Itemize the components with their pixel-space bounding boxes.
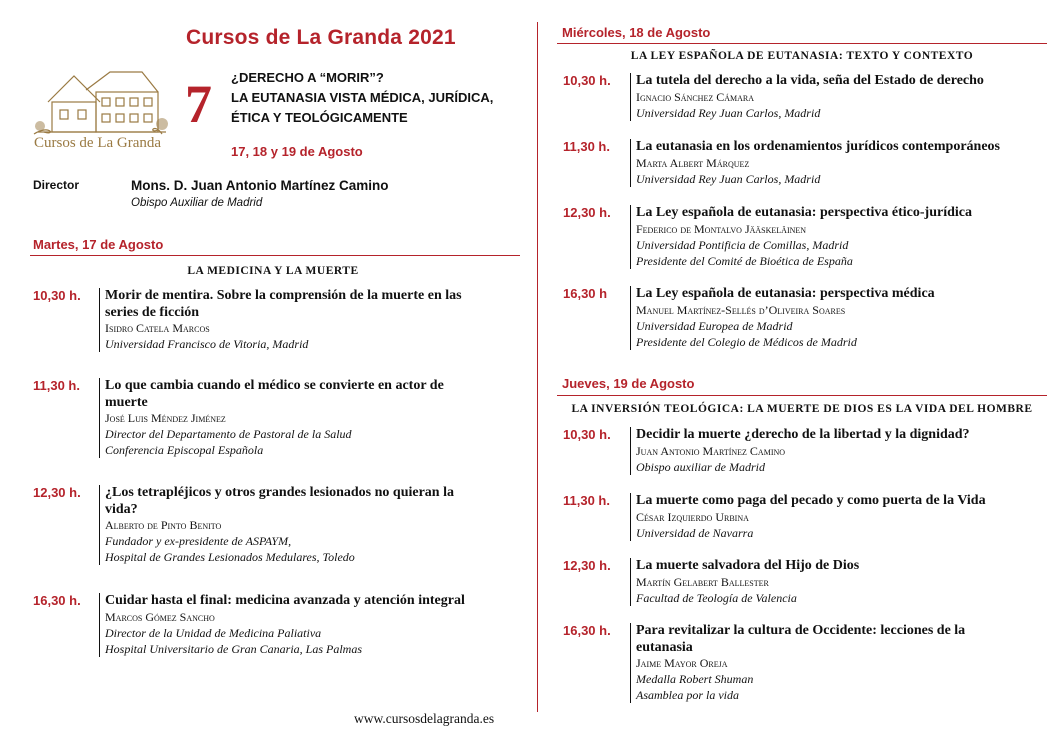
talk-time: 16,30 h. (33, 593, 81, 608)
day-rule (30, 255, 520, 256)
talk-time: 12,30 h. (33, 485, 81, 500)
director-label: Director (33, 178, 80, 192)
talk-time: 12,30 h. (563, 205, 611, 220)
course-number: 7 (185, 74, 212, 134)
talk-time: 10,30 h. (563, 427, 611, 442)
day-theme: LA LEY ESPAÑOLA DE EUTANASIA: TEXTO Y CONTEXTO (630, 50, 974, 62)
column-divider (537, 22, 538, 712)
talk-speaker: Marcos Gómez Sancho (105, 609, 215, 624)
day-theme: LA INVERSIÓN TEOLÓGICA: LA MUERTE DE DIOS ES LA VIDA DEL HOMBRE (571, 403, 1033, 415)
talk-affiliation: Asamblea por la vida (636, 688, 739, 702)
talk-time: 12,30 h. (563, 558, 611, 573)
talk-title-line: Decidir la muerte ¿derecho de la libertad y la dignidad? (636, 427, 970, 442)
talk-time: 11,30 h. (563, 139, 610, 154)
day-rule (557, 43, 1047, 44)
talk-title-line: La eutanasia en los ordenamientos jurídicos contemporáneos (636, 139, 1000, 154)
talk-speaker: Ignacio Sánchez Cámara (636, 89, 755, 104)
talk-title-line: muerte (105, 394, 148, 410)
talk-time: 10,30 h. (563, 73, 611, 88)
talk-speaker: Isidro Catela Marcos (105, 321, 210, 335)
talk-title-line: ¿Los tetrapléjicos y otros grandes lesionados no quieran la (105, 485, 454, 500)
talk-body (630, 623, 1051, 703)
talk-title-line: Lo que cambia cuando el médico se convierte en actor de (105, 378, 444, 393)
talk-time: 16,30 h (563, 286, 608, 301)
talk-body (99, 485, 515, 565)
talk-affiliation: Facultad de Teología de Valencia (636, 590, 797, 605)
talk-speaker: José Luis Méndez Jiménez (105, 411, 226, 425)
day-header: Miércoles, 18 de Agosto (562, 25, 711, 40)
talk-affiliation: Hospital de Grandes Lesionados Medulares, Toledo (105, 550, 355, 564)
talk-time: 16,30 h. (563, 623, 611, 638)
talk-affiliation: Universidad Rey Juan Carlos, Madrid (636, 105, 821, 120)
course-title (231, 68, 531, 128)
day-theme: LA MEDICINA Y LA MUERTE (187, 265, 359, 277)
talk-affiliation: Obispo auxiliar de Madrid (636, 459, 765, 474)
talk-title-line: Para revitalizar la cultura de Occidente: lecciones de la (636, 623, 966, 638)
talk-time: 11,30 h. (563, 493, 610, 508)
talk-affiliation: Presidente del Comité de Bioética de España (636, 253, 853, 268)
talk-affiliation: Conferencia Episcopal Española (105, 443, 264, 457)
talk-body (630, 493, 1051, 541)
talk-title-line: Morir de mentira. Sobre la comprensión de la muerte en las (105, 288, 462, 303)
talk-body (99, 378, 515, 458)
talk-time: 10,30 h. (33, 288, 81, 303)
talk-title-line: Cuidar hasta el final: medicina avanzada y atención integral (105, 593, 465, 608)
talk-affiliation: Universidad Francisco de Vitoria, Madrid (105, 337, 309, 351)
course-title-line: LA EUTANASIA VISTA MÉDICA, JURÍDICA, (231, 90, 494, 105)
talk-title-line: La muerte salvadora del Hijo de Dios (636, 558, 860, 573)
talk-affiliation: Hospital Universitario de Gran Canaria, Las Palmas (105, 641, 363, 656)
talk-speaker: César Izquierdo Urbina (636, 509, 749, 524)
talk-affiliation: Universidad Pontificia de Comillas, Madrid (636, 237, 849, 252)
talk-affiliation: Universidad Rey Juan Carlos, Madrid (636, 171, 821, 186)
talk-affiliation: Presidente del Colegio de Médicos de Madrid (636, 334, 857, 349)
director-role: Obispo Auxiliar de Madrid (131, 197, 263, 209)
talk-affiliation: Universidad de Navarra (636, 525, 754, 540)
talk-speaker: Manuel Martínez-Sellés d’Oliveira Soares (636, 302, 846, 317)
talk-body (630, 205, 1051, 269)
day-header: Jueves, 19 de Agosto (562, 376, 695, 391)
talk-speaker: Federico de Montalvo Jääskeläinen (636, 221, 807, 236)
talk-affiliation: Director del Departamento de Pastoral de la Salud (105, 427, 352, 441)
talk-title-line: vida? (105, 501, 138, 517)
talk-affiliation: Universidad Europea de Madrid (636, 318, 793, 333)
website-link[interactable]: www.cursosdelagranda.es (354, 711, 495, 726)
talk-title-line: La muerte como paga del pecado y como puerta de la Vida (636, 493, 986, 508)
talk-title-line: eutanasia (636, 639, 693, 655)
talk-body (630, 73, 1051, 121)
talk-title-line: series de ficción (105, 304, 200, 320)
talk-time: 11,30 h. (33, 378, 80, 393)
talk-affiliation: Medalla Robert Shuman (636, 672, 754, 686)
talk-speaker: Marta Albert Márquez (636, 155, 750, 170)
talk-affiliation: Fundador y ex-presidente de ASPAYM, (105, 534, 292, 548)
talk-speaker: Alberto de Pinto Benito (105, 518, 222, 532)
day-rule (557, 395, 1047, 396)
day-header: Martes, 17 de Agosto (33, 237, 164, 252)
talk-body (630, 139, 1051, 187)
talk-affiliation: Director de la Unidad de Medicina Paliativa (105, 625, 322, 640)
course-dates: 17, 18 y 19 de Agosto (231, 144, 363, 159)
talk-body (630, 286, 1051, 350)
course-title-line: ÉTICA Y TEOLÓGICAMENTE (231, 110, 408, 125)
course-title-line: ¿DERECHO A “MORIR”? (231, 70, 384, 85)
talk-speaker: Juan Antonio Martínez Camino (636, 443, 786, 458)
talk-body (630, 558, 1051, 606)
talk-body (99, 593, 515, 657)
logo-caption: Cursos de La Granda (34, 135, 162, 151)
talk-body (630, 427, 1051, 475)
talk-body (99, 288, 515, 352)
page-title: Cursos de La Granda 2021 (186, 26, 456, 49)
talk-speaker: Martín Gelabert Ballester (636, 574, 769, 589)
talk-title-line: La Ley española de eutanasia: perspectiva médica (636, 286, 935, 301)
talk-title-line: La tutela del derecho a la vida, seña del Estado de derecho (636, 73, 984, 88)
talk-title-line: La Ley española de eutanasia: perspectiva ético-jurídica (636, 205, 972, 220)
talk-speaker: Jaime Mayor Oreja (636, 656, 728, 670)
director-name: Mons. D. Juan Antonio Martínez Camino (131, 178, 389, 193)
